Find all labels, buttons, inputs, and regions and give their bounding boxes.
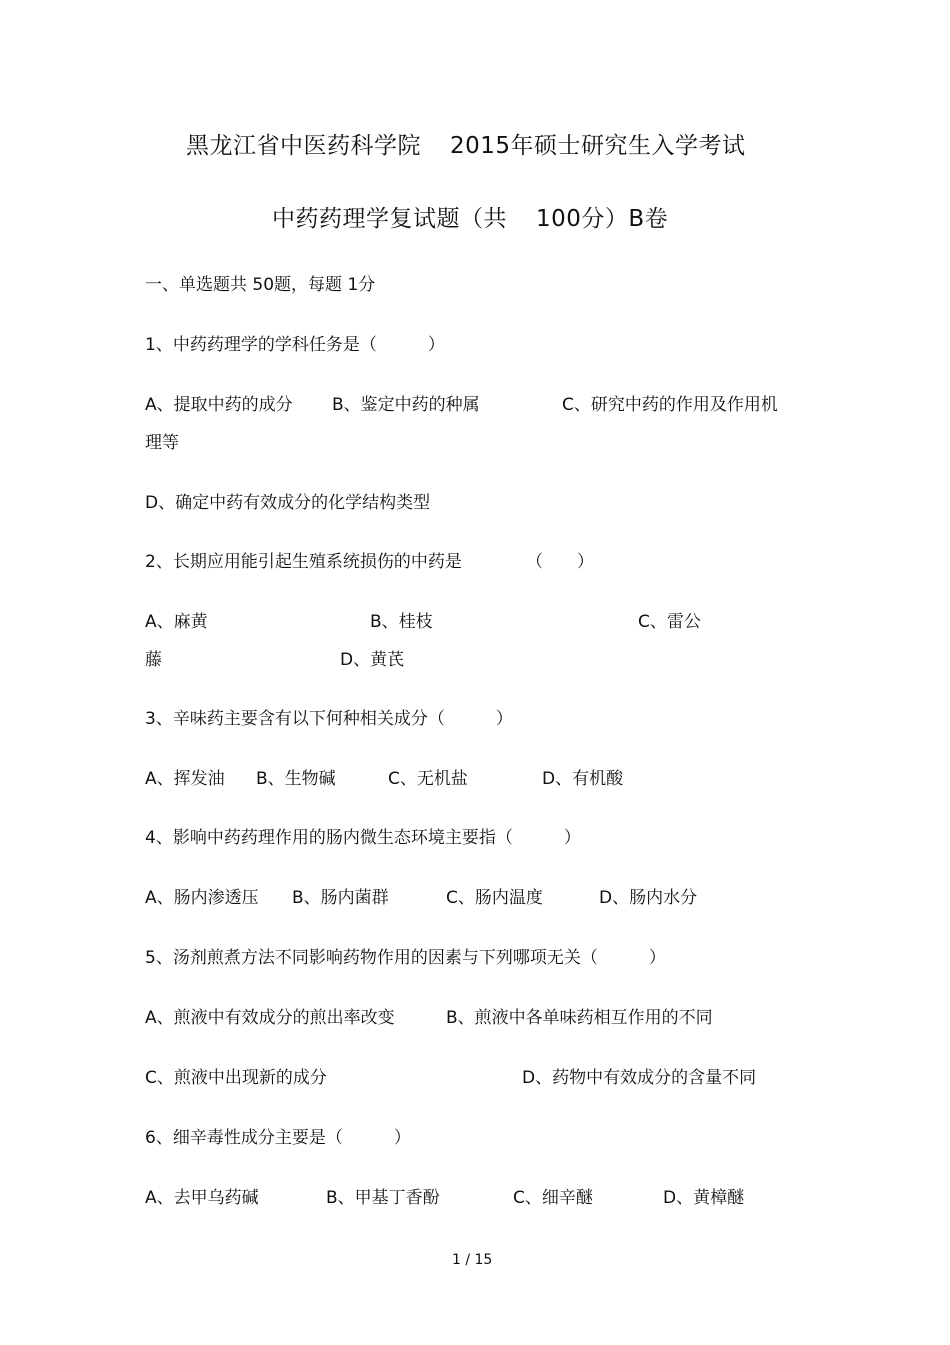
page-indicator: 1 / 15 (452, 1252, 493, 1268)
option-c: C、研究中药的作用及作用机 (562, 395, 778, 415)
option-c: C、肠内温度 (446, 888, 543, 908)
question-stem: 5、汤剂煎煮方法不同影响药物作用的因素与下列哪项无关（ ） (145, 948, 666, 968)
option-b: B、生物碱 (256, 769, 336, 789)
question-stem: 6、细辛毒性成分主要是（ ） (145, 1128, 411, 1148)
option-d: D、黄樟醚 (663, 1188, 745, 1208)
exam-title-institution: 黑龙江省中医药科学院 (186, 133, 421, 159)
option-d: D、黄芪 (340, 650, 405, 670)
option-d: D、肠内水分 (599, 888, 698, 908)
option-a: A、去甲乌药碱 (145, 1188, 259, 1208)
option-b: B、肠内菌群 (292, 888, 389, 908)
option-c: C、无机盐 (388, 769, 468, 789)
option-c: C、雷公 (638, 612, 701, 632)
option-b: B、桂枝 (370, 612, 433, 632)
question-stem: 2、长期应用能引起生殖系统损伤的中药是 (145, 552, 462, 572)
option-a: A、挥发油 (145, 769, 225, 789)
answer-blank: （ ） (526, 552, 594, 572)
option-c: C、煎液中出现新的成分 (145, 1068, 327, 1088)
option-c-continuation: 理等 (145, 433, 179, 453)
option-a: A、煎液中有效成分的煎出率改变 (145, 1008, 395, 1028)
option-a: A、肠内渗透压 (145, 888, 259, 908)
option-a: A、提取中药的成分 (145, 395, 293, 415)
exam-subtitle-right: 100分）B卷 (536, 206, 669, 232)
option-c-continuation: 藤 (145, 650, 162, 670)
option-d: D、确定中药有效成分的化学结构类型 (145, 493, 431, 513)
option-b: B、鉴定中药的种属 (332, 395, 480, 415)
question-stem: 3、辛味药主要含有以下何种相关成分（ ） (145, 709, 513, 729)
option-c: C、细辛醚 (513, 1188, 593, 1208)
option-d: D、药物中有效成分的含量不同 (522, 1068, 757, 1088)
question-stem: 1、中药药理学的学科任务是（ ） (145, 335, 445, 355)
option-b: B、煎液中各单味药相互作用的不同 (446, 1008, 713, 1028)
option-a: A、麻黄 (145, 612, 208, 632)
exam-title-year: 2015年硕士研究生入学考试 (450, 133, 746, 159)
option-b: B、甲基丁香酚 (326, 1188, 440, 1208)
section-heading: 一、单选题共 50题，每题 1分 (145, 275, 376, 295)
option-d: D、有机酸 (542, 769, 624, 789)
exam-subtitle-left: 中药药理学复试题（共 (272, 206, 507, 232)
question-stem: 4、影响中药药理作用的肠内微生态环境主要指（ ） (145, 828, 581, 848)
